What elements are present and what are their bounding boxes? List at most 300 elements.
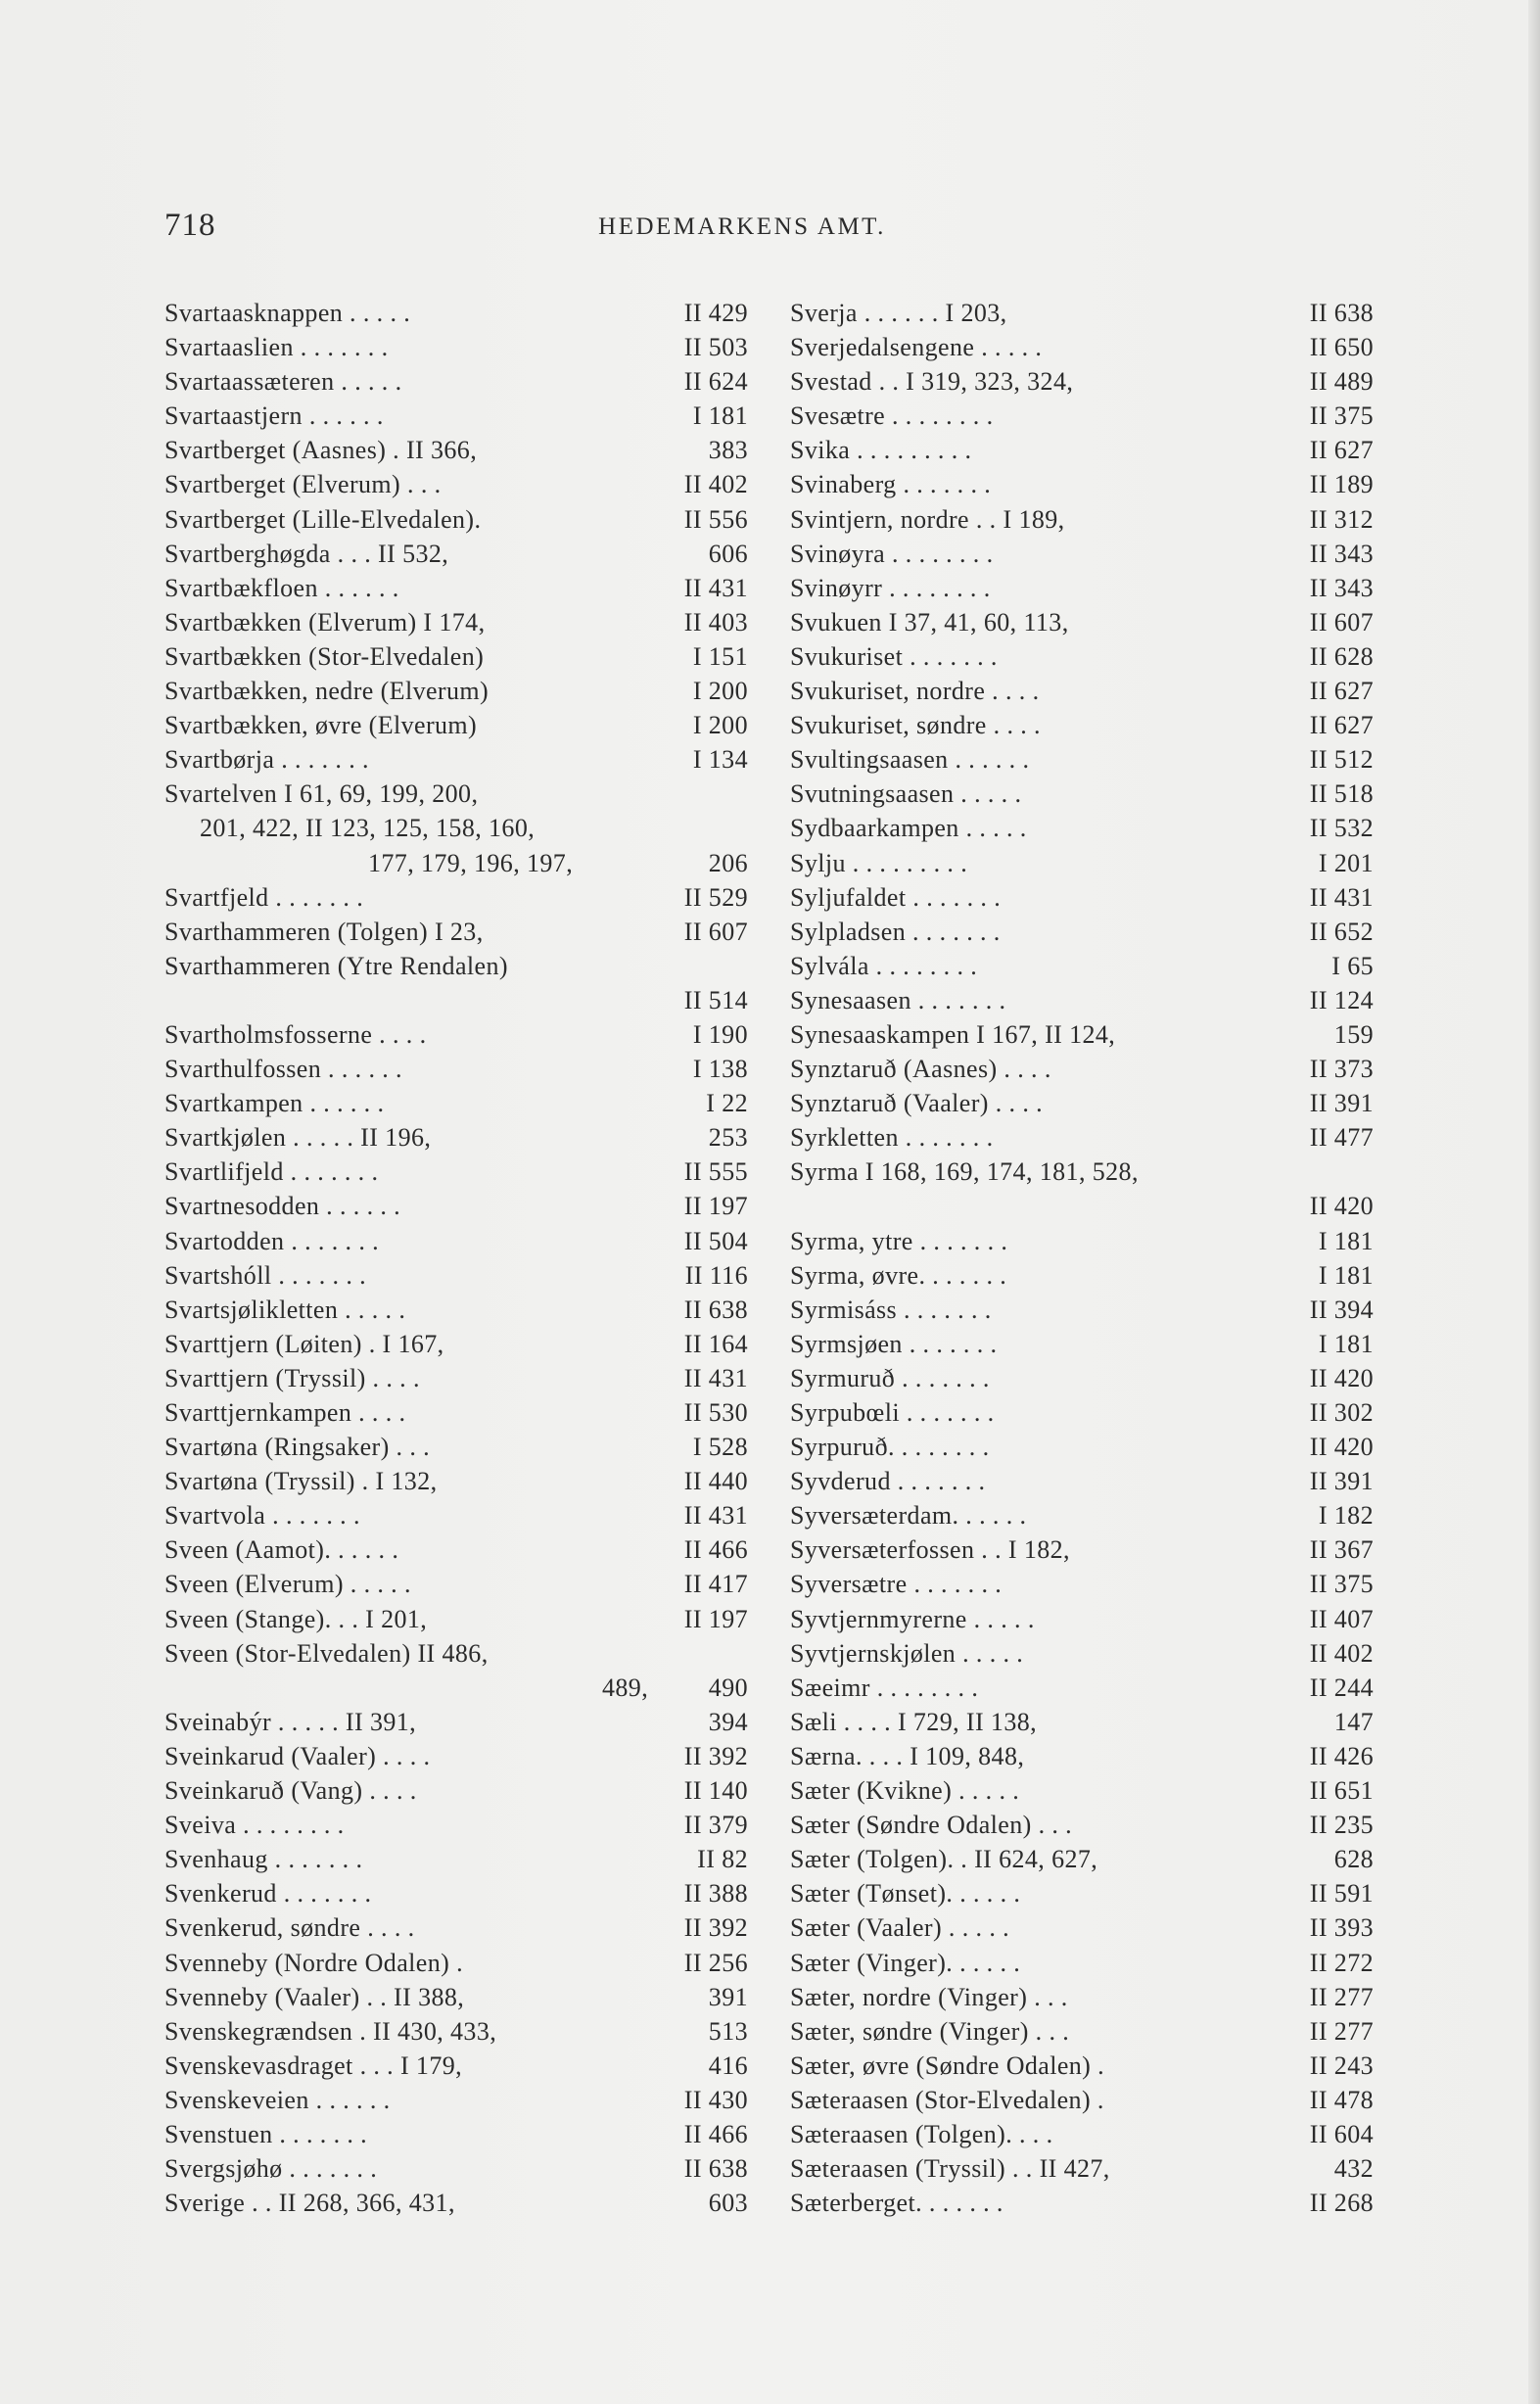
entry-page-ref: II 512 — [1309, 745, 1374, 775]
index-entry — [164, 1773, 748, 1808]
entry-term: Svartbækken (Elverum) I 174, — [164, 607, 486, 636]
index-entry — [164, 1532, 748, 1567]
index-entry — [790, 1602, 1374, 1636]
entry-term: Svukuriset, søndre . . . . — [790, 711, 1041, 740]
entry-term: Svenneby (Vaaler) . . II 388, — [164, 1982, 465, 2011]
entry-term: Svartberget (Lille-Elvedalen). — [164, 504, 482, 534]
index-entry — [164, 983, 748, 1017]
index-entry — [164, 639, 748, 674]
entry-page-ref: II 420 — [1309, 1192, 1374, 1221]
entry-page-ref: II 420 — [1309, 1363, 1374, 1392]
entry-term: Syvtjernskjølen . . . . . — [790, 1638, 1024, 1668]
entry-term: Svartaasknappen . . . . . — [164, 299, 411, 327]
entry-page-ref: II 532 — [1309, 814, 1374, 843]
index-entry — [164, 1636, 748, 1671]
entry-page-ref: II 235 — [1309, 1811, 1374, 1840]
entry-term: Syvtjernmyrerne . . . . . — [790, 1604, 1035, 1633]
entry-term: 177, 179, 196, 197, — [368, 848, 574, 877]
index-entry — [790, 1155, 1374, 1189]
entry-page-ref: 603 — [708, 2189, 748, 2218]
entry-term: Svartbækken, øvre (Elverum) — [164, 711, 478, 740]
index-entry — [164, 1293, 748, 1327]
entry-term: Svesætre . . . . . . . . — [790, 401, 994, 431]
index-entry — [790, 2186, 1374, 2220]
entry-page-ref: II 638 — [683, 1295, 748, 1324]
entry-page-ref: II 392 — [683, 1913, 748, 1943]
index-entry — [164, 2049, 748, 2083]
entry-term: Sveen (Aamot). . . . . . — [164, 1535, 399, 1565]
entry-page-ref: 416 — [708, 2050, 748, 2080]
entry-page-ref: II 367 — [1309, 1535, 1374, 1565]
entry-page-ref: II 116 — [684, 1260, 748, 1290]
index-column-left — [164, 296, 748, 2220]
index-entry — [790, 846, 1374, 880]
entry-term: Svenkerud . . . . . . . — [164, 1879, 372, 1909]
index-entry — [164, 1464, 748, 1498]
entry-page-ref: II 514 — [683, 985, 748, 1014]
entry-term: Svinaberg . . . . . . . — [790, 470, 992, 499]
entry-page-ref: II 391 — [1309, 1089, 1374, 1118]
index-entry — [164, 537, 748, 571]
entry-page-ref: II 607 — [683, 917, 748, 946]
index-entry — [790, 1705, 1374, 1739]
entry-page-ref: II 140 — [683, 1776, 748, 1806]
index-entry — [164, 467, 748, 501]
entry-term: Svika . . . . . . . . . — [790, 436, 972, 465]
entry-page-ref: 159 — [1333, 1019, 1374, 1049]
entry-page-ref: I 65 — [1331, 951, 1374, 980]
entry-term: Svartøna (Ringsaker) . . . — [164, 1433, 431, 1462]
entry-term: Svenkerud, søndre . . . . — [164, 1913, 415, 1943]
index-entry — [790, 639, 1374, 674]
entry-page-ref: II 420 — [1309, 1433, 1374, 1462]
entry-term: Syrmsjøen . . . . . . . — [790, 1329, 998, 1358]
entry-term: Syrkletten . . . . . . . — [790, 1123, 994, 1153]
entry-term: Sylju . . . . . . . . . — [790, 848, 968, 877]
entry-page-ref: II 343 — [1309, 573, 1374, 602]
index-entry — [790, 1052, 1374, 1086]
entry-term: Svartholmsfosserne . . . . — [164, 1019, 427, 1049]
index-entry — [164, 2014, 748, 2049]
entry-term: Sæteraasen (Tolgen). . . . — [790, 2119, 1053, 2148]
index-entry — [790, 502, 1374, 537]
index-entry — [790, 742, 1374, 777]
index-entry — [164, 1258, 748, 1293]
entry-page-ref: II 312 — [1309, 504, 1374, 534]
entry-term: Sæeimr . . . . . . . . — [790, 1673, 979, 1702]
index-entry — [790, 467, 1374, 501]
entry-page-ref: I 181 — [692, 401, 748, 431]
entry-term: Sæter, nordre (Vinger) . . . — [790, 1982, 1068, 2011]
index-entry — [164, 605, 748, 639]
entry-term: Svartfjeld . . . . . . . — [164, 882, 364, 912]
entry-page-ref: II 391 — [1309, 1467, 1374, 1496]
entry-term: Svartaaslien . . . . . . . — [164, 333, 389, 362]
entry-term: Svinøyra . . . . . . . . — [790, 539, 994, 568]
entry-term: Svartaassæteren . . . . . — [164, 367, 402, 397]
entry-term: Sveen (Stor-Elvedalen) II 486, — [164, 1638, 489, 1668]
index-entry — [164, 708, 748, 742]
entry-page-ref: II 302 — [1309, 1398, 1374, 1427]
index-entry — [164, 2186, 748, 2220]
entry-page-ref: II 402 — [1309, 1638, 1374, 1668]
entry-term: Svartberget (Elverum) . . . — [164, 470, 442, 499]
entry-term: Svartbørja . . . . . . . — [164, 745, 369, 775]
entry-term: Sveen (Stange). . . I 201, — [164, 1604, 428, 1633]
entry-term: Sveinabýr . . . . . II 391, — [164, 1707, 417, 1736]
entry-term: Sverige . . II 268, 366, 431, — [164, 2189, 455, 2218]
index-entry — [790, 1498, 1374, 1532]
entry-page-ref: II 373 — [1309, 1055, 1374, 1084]
entry-page-ref: 206 — [708, 848, 748, 877]
entry-page-ref: II 489 — [1309, 367, 1374, 397]
index-entry — [790, 1224, 1374, 1258]
index-entry — [790, 330, 1374, 364]
entry-page-ref: II 343 — [1309, 539, 1374, 568]
index-entry — [164, 1671, 748, 1705]
entry-page-ref: II 440 — [683, 1467, 748, 1496]
entry-term: Sæter, øvre (Søndre Odalen) . — [790, 2050, 1105, 2080]
entry-term: Svartvola . . . . . . . — [164, 1501, 360, 1531]
index-entry — [790, 1430, 1374, 1464]
index-entry — [164, 1120, 748, 1155]
entry-term: Syrma I 168, 169, 174, 181, 528, — [790, 1157, 1139, 1187]
entry-term: Sæter (Søndre Odalen) . . . — [790, 1811, 1073, 1840]
entry-term: Svenskegrændsen . II 430, 433, — [164, 2016, 497, 2046]
entry-term: Særna. . . . I 109, 848, — [790, 1741, 1025, 1770]
index-entry — [790, 399, 1374, 433]
entry-page-ref: II 651 — [1309, 1776, 1374, 1806]
index-entry — [164, 674, 748, 708]
index-entry — [164, 1842, 748, 1876]
entry-page-ref: I 138 — [692, 1055, 748, 1084]
index-entry — [790, 1086, 1374, 1120]
entry-term: Sæter (Kvikne) . . . . . — [790, 1776, 1020, 1806]
entry-page-ref: II 530 — [683, 1398, 748, 1427]
entry-term: Svinøyrr . . . . . . . . — [790, 573, 991, 602]
index-entry — [790, 1773, 1374, 1808]
index-entry — [790, 674, 1374, 708]
index-entry — [790, 1980, 1374, 2014]
entry-page-ref: II 82 — [697, 1845, 748, 1874]
index-entry — [164, 1876, 748, 1910]
entry-term: Svartaastjern . . . . . . — [164, 401, 384, 431]
entry-page-ref: I 200 — [692, 677, 748, 706]
entry-page-ref: I 528 — [692, 1433, 748, 1462]
index-entry — [790, 1876, 1374, 1910]
entry-page-ref: II 277 — [1309, 1982, 1374, 2011]
entry-term: Sæter (Tolgen). . II 624, 627, — [790, 1845, 1098, 1874]
index-entry — [790, 364, 1374, 399]
entry-term: Syversæterfossen . . I 182, — [790, 1535, 1070, 1565]
entry-term: Svarthammeren (Ytre Rendalen) — [164, 951, 508, 980]
index-entry — [164, 1189, 748, 1223]
entry-page-ref: II 431 — [683, 1363, 748, 1392]
entry-page-ref: I 181 — [1318, 1260, 1374, 1290]
index-entry — [790, 1910, 1374, 1945]
entry-term: Svergsjøhø . . . . . . . — [164, 2154, 378, 2184]
entry-page-ref: II 375 — [1309, 1570, 1374, 1599]
entry-page-ref: II 627 — [1309, 711, 1374, 740]
index-entry — [790, 983, 1374, 1017]
entry-term: Synesaasen . . . . . . . — [790, 985, 1006, 1014]
entry-term: Svenneby (Nordre Odalen) . — [164, 1948, 463, 1977]
entry-page-ref: II 628 — [1309, 641, 1374, 671]
index-entry — [790, 1808, 1374, 1842]
index-entry — [164, 1602, 748, 1636]
index-entry — [790, 1017, 1374, 1052]
entry-page-ref: I 22 — [706, 1089, 748, 1118]
entry-page-ref: II 124 — [1309, 985, 1374, 1014]
entry-term: Svartshóll . . . . . . . — [164, 1260, 367, 1290]
entry-page-ref: II 477 — [1309, 1123, 1374, 1153]
index-entry — [164, 1498, 748, 1532]
index-entry — [790, 1567, 1374, 1601]
page-number: 718 — [164, 208, 216, 243]
entry-page-ref: II 624 — [683, 367, 748, 397]
entry-term: Sylpladsen . . . . . . . — [790, 917, 1001, 946]
index-entry — [164, 571, 748, 605]
entry-term: 201, 422, II 123, 125, 158, 160, — [200, 814, 536, 843]
index-entry — [164, 2151, 748, 2186]
entry-page-ref: II 164 — [683, 1329, 748, 1358]
entry-page-ref: II 417 — [683, 1570, 748, 1599]
entry-page-ref: II 392 — [683, 1741, 748, 1770]
entry-page-ref: 606 — [708, 539, 748, 568]
entry-term: Svarttjernkampen . . . . — [164, 1398, 406, 1427]
index-entry — [164, 1395, 748, 1430]
entry-term: Sveen (Elverum) . . . . . — [164, 1570, 411, 1599]
index-entry — [790, 1671, 1374, 1705]
entry-page-ref: II 431 — [683, 573, 748, 602]
index-entry — [790, 1842, 1374, 1876]
entry-page-ref: I 151 — [692, 641, 748, 671]
entry-page-ref: II 429 — [683, 299, 748, 327]
entry-page-ref: I 182 — [1318, 1501, 1374, 1531]
entry-term: 489, — [602, 1673, 649, 1702]
entry-page-ref: 432 — [1333, 2154, 1374, 2184]
index-entry — [164, 1430, 748, 1464]
entry-term: Svenhaug . . . . . . . — [164, 1845, 363, 1874]
entry-page-ref: I 181 — [1318, 1226, 1374, 1255]
entry-term: Syrpuruð. . . . . . . . — [790, 1433, 990, 1462]
entry-page-ref: II 430 — [683, 2085, 748, 2114]
entry-page-ref: 513 — [708, 2016, 748, 2046]
index-entry — [164, 880, 748, 915]
entry-term: Svintjern, nordre . . I 189, — [790, 504, 1065, 534]
index-entry — [790, 571, 1374, 605]
entry-term: Svarttjern (Løiten) . I 167, — [164, 1329, 444, 1358]
entry-page-ref: II 591 — [1309, 1879, 1374, 1909]
entry-term: Svartodden . . . . . . . — [164, 1226, 380, 1255]
entry-page-ref: II 379 — [683, 1811, 748, 1840]
entry-term: Sæteraasen (Stor-Elvedalen) . — [790, 2085, 1104, 2114]
entry-term: Svartberget (Aasnes) . II 366, — [164, 436, 478, 465]
index-entry — [164, 1052, 748, 1086]
entry-term: Syrma, øvre. . . . . . . — [790, 1260, 1007, 1290]
index-entry — [164, 330, 748, 364]
entry-term: Sæter (Vaaler) . . . . . — [790, 1913, 1010, 1943]
entry-term: Syversæterdam. . . . . . — [790, 1501, 1027, 1531]
entry-page-ref: II 604 — [1309, 2119, 1374, 2148]
entry-page-ref: II 478 — [1309, 2085, 1374, 2114]
index-entry — [790, 1361, 1374, 1395]
index-entry — [164, 1705, 748, 1739]
index-entry — [790, 1120, 1374, 1155]
entry-term: Sverja . . . . . . I 203, — [790, 299, 1007, 327]
index-entry — [790, 296, 1374, 330]
entry-term: Sveinkarud (Vaaler) . . . . — [164, 1741, 431, 1770]
entry-page-ref: 383 — [708, 436, 748, 465]
entry-term: Svultingsaasen . . . . . . — [790, 745, 1030, 775]
entry-page-ref: II 627 — [1309, 677, 1374, 706]
entry-term: Sverjedalsengene . . . . . — [790, 333, 1043, 362]
index-entry — [790, 1189, 1374, 1223]
entry-page-ref: II 466 — [683, 1535, 748, 1565]
index-entry — [164, 1086, 748, 1120]
entry-page-ref: 628 — [1333, 1845, 1374, 1874]
entry-term: Sylvála . . . . . . . . — [790, 951, 978, 980]
index-entry — [164, 1155, 748, 1189]
entry-term: Svarttjern (Tryssil) . . . . — [164, 1363, 420, 1392]
index-entry — [164, 1361, 748, 1395]
entry-page-ref: II 403 — [683, 607, 748, 636]
entry-page-ref: II 407 — [1309, 1604, 1374, 1633]
index-entry — [164, 811, 748, 845]
index-entry — [790, 880, 1374, 915]
entry-page-ref: II 431 — [1309, 882, 1374, 912]
entry-term: Syrmisáss . . . . . . . — [790, 1295, 992, 1324]
index-entry — [164, 742, 748, 777]
index-entry — [790, 537, 1374, 571]
entry-page-ref: II 393 — [1309, 1913, 1374, 1943]
index-entry — [790, 2049, 1374, 2083]
index-entry — [790, 2083, 1374, 2117]
entry-term: Svartlifjeld . . . . . . . — [164, 1157, 379, 1187]
index-entry — [790, 1739, 1374, 1773]
entry-page-ref: I 200 — [692, 711, 748, 740]
entry-term: Sæter (Vinger). . . . . . — [790, 1948, 1021, 1977]
entry-page-ref: I 190 — [692, 1019, 748, 1049]
index-entry — [790, 2151, 1374, 2186]
index-entry — [790, 1327, 1374, 1361]
entry-term: Syrpubœli . . . . . . . — [790, 1398, 995, 1427]
index-entry — [790, 2014, 1374, 2049]
index-entry — [164, 949, 748, 983]
index-entry — [790, 708, 1374, 742]
entry-term: Sæterberget. . . . . . . — [790, 2189, 1003, 2218]
entry-term: Svestad . . I 319, 323, 324, — [790, 367, 1074, 397]
entry-term: Syrmuruð . . . . . . . — [790, 1363, 990, 1392]
entry-term: Svukuriset . . . . . . . — [790, 641, 998, 671]
entry-page-ref: I 134 — [692, 745, 748, 775]
page-edge — [1528, 0, 1540, 2404]
entry-term: Svarthulfossen . . . . . . — [164, 1055, 402, 1084]
entry-term: Svartkampen . . . . . . — [164, 1089, 385, 1118]
entry-term: Svartsjølikletten . . . . . — [164, 1295, 406, 1324]
entry-page-ref: II 556 — [683, 504, 748, 534]
index-entry — [164, 1910, 748, 1945]
entry-page-ref: II 638 — [1309, 299, 1374, 327]
entry-term: Svartbækken, nedre (Elverum) — [164, 677, 490, 706]
entry-term: Svukuen I 37, 41, 60, 113, — [790, 607, 1069, 636]
entry-term: Svenskevasdraget . . . I 179, — [164, 2050, 463, 2080]
entry-page-ref: II 650 — [1309, 333, 1374, 362]
index-entry — [790, 1293, 1374, 1327]
entry-term: Svenstuen . . . . . . . — [164, 2119, 368, 2148]
index-entry — [164, 777, 748, 811]
entry-page-ref: II 529 — [683, 882, 748, 912]
entry-term: Synztaruð (Vaaler) . . . . — [790, 1089, 1044, 1118]
index-entry — [790, 2117, 1374, 2151]
entry-page-ref: II 555 — [683, 1157, 748, 1187]
index-entry — [790, 1464, 1374, 1498]
index-entry — [790, 777, 1374, 811]
index-entry — [790, 1532, 1374, 1567]
entry-page-ref: II 197 — [683, 1192, 748, 1221]
index-entry — [790, 1636, 1374, 1671]
entry-page-ref: II 256 — [683, 1948, 748, 1977]
index-entry — [164, 1327, 748, 1361]
entry-term: Sæli . . . . I 729, II 138, — [790, 1707, 1038, 1736]
index-entry — [164, 502, 748, 537]
entry-term: Synztaruð (Aasnes) . . . . — [790, 1055, 1051, 1084]
index-entry — [164, 1946, 748, 1980]
index-column-right — [790, 296, 1374, 2220]
entry-term: Svartbækken (Stor-Elvedalen) — [164, 641, 485, 671]
index-entry — [164, 1980, 748, 2014]
entry-term: Syrma, ytre . . . . . . . — [790, 1226, 1008, 1255]
index-entry — [790, 1258, 1374, 1293]
entry-page-ref: II 402 — [683, 470, 748, 499]
entry-page-ref: II 388 — [683, 1879, 748, 1909]
index-entry — [164, 846, 748, 880]
entry-term: Svartøna (Tryssil) . I 132, — [164, 1467, 438, 1496]
entry-term: Svartkjølen . . . . . II 196, — [164, 1123, 432, 1153]
entry-page-ref: II 638 — [683, 2154, 748, 2184]
entry-term: Synesaaskampen I 167, II 124, — [790, 1019, 1116, 1049]
index-entry — [164, 1224, 748, 1258]
entry-term: Svartelven I 61, 69, 199, 200, — [164, 779, 479, 809]
entry-term: Sveinkaruð (Vang) . . . . — [164, 1776, 417, 1806]
index-entry — [164, 364, 748, 399]
index-entry — [790, 1946, 1374, 1980]
entry-term: Sæteraasen (Tryssil) . . II 427, — [790, 2154, 1110, 2184]
entry-term: Svukuriset, nordre . . . . — [790, 677, 1040, 706]
entry-term: Syljufaldet . . . . . . . — [790, 882, 1002, 912]
entry-page-ref: II 466 — [683, 2119, 748, 2148]
entry-page-ref: I 181 — [1318, 1329, 1374, 1358]
entry-page-ref: II 277 — [1309, 2016, 1374, 2046]
entry-term: Sæter (Tønset). . . . . . — [790, 1879, 1021, 1909]
entry-page-ref: II 272 — [1309, 1948, 1374, 1977]
index-entry — [790, 811, 1374, 845]
index-entry — [164, 1017, 748, 1052]
entry-page-ref: II 394 — [1309, 1295, 1374, 1324]
index-entry — [164, 2117, 748, 2151]
entry-term: Syversætre . . . . . . . — [790, 1570, 1003, 1599]
entry-page-ref: II 431 — [683, 1501, 748, 1531]
entry-page-ref: II 244 — [1309, 1673, 1374, 1702]
index-entry — [790, 915, 1374, 949]
entry-page-ref: II 504 — [683, 1226, 748, 1255]
entry-page-ref: II 518 — [1309, 779, 1374, 809]
entry-term: Syvderud . . . . . . . — [790, 1467, 986, 1496]
index-entry — [790, 1395, 1374, 1430]
entry-term: Svartnesodden . . . . . . — [164, 1192, 401, 1221]
entry-page-ref: 253 — [708, 1123, 748, 1153]
index-entry — [164, 433, 748, 467]
